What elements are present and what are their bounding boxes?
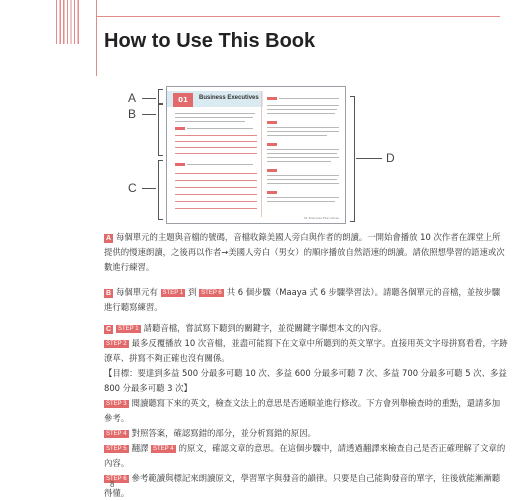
callout-b-leader — [142, 114, 156, 115]
section-a-label: A — [105, 235, 112, 242]
preview-write-line — [175, 201, 257, 202]
callout-a-bracket — [158, 89, 163, 104]
preview-write-line — [175, 147, 257, 148]
preview-write-line — [175, 194, 257, 195]
preview-write-line — [175, 180, 257, 181]
section-b-text-post: 共 6 個步驟（Maaya 式 6 步驟學習法）。請聽各個單元的音檔，並按步驟進行聽寫練習。 — [104, 287, 501, 312]
preview-text-line — [175, 113, 255, 114]
unit-number-badge: 01 — [173, 93, 193, 107]
preview-step-tag — [175, 163, 185, 166]
preview-text-line — [279, 98, 339, 99]
step-4-tag: STEP 4 — [106, 431, 127, 437]
step-5-text: 的原文，確認文章的意思。在這個步驟中，請透過翻譯來檢查自己是否正確理解了文章的內容。 — [104, 443, 506, 468]
preview-text-line — [187, 164, 253, 165]
step-6-row — [104, 471, 508, 501]
step-5-tag: STEP 5 — [106, 446, 127, 452]
preview-text-line — [175, 117, 253, 118]
preview-text-line — [267, 113, 335, 114]
decorative-vertical-rule — [96, 0, 97, 76]
step-1-row — [104, 321, 508, 336]
step-6-text: 參考範讀與標記來朗讀原文，學習單字與發音的韻律。只要是自己能夠發音的單字，往後就能漸漸聽得懂。 — [104, 473, 501, 498]
callout-c: C — [128, 181, 137, 195]
step-1-tag: STEP 1 — [118, 326, 139, 332]
decorative-horizontal-rule — [96, 16, 500, 17]
section-a — [104, 230, 508, 275]
preview-write-line — [175, 153, 257, 154]
step-3-text: 閱讀聽寫下來的英文，檢查文法上的意思是否通順並進行修改。下方會列舉檢查時的重點，還請多加參考。 — [104, 398, 501, 423]
step-5-row — [104, 441, 508, 471]
preview-column-divider — [261, 91, 262, 217]
step-6-tag: STEP 6 — [106, 476, 127, 482]
preview-write-line — [175, 141, 257, 142]
step-3-tag: STEP 3 — [106, 401, 127, 407]
callout-a: A — [128, 91, 137, 105]
callout-b: B — [128, 107, 137, 121]
preview-step-tag — [267, 169, 277, 172]
preview-write-line — [175, 187, 257, 188]
step-2-tag: STEP 2 — [106, 341, 127, 347]
preview-write-line — [175, 135, 257, 136]
section-b-text-mid: 到 — [188, 287, 197, 297]
preview-text-line — [267, 109, 337, 110]
section-c-label: C — [105, 326, 112, 333]
step-1-text: 請聽音檔，嘗試寫下聽到的關鍵字，並從關鍵字聯想本文的內容。 — [143, 323, 387, 333]
callout-c-leader — [142, 188, 156, 189]
callout-d-leader — [356, 158, 382, 159]
step-5-text-pre: 翻譯 — [131, 443, 149, 453]
preview-text-line — [267, 105, 339, 106]
section-c — [104, 321, 508, 501]
step-2-text: 最多反覆播放 10 次音檔，並盡可能寫下在文章中所聽到的英文單字。直接用英文字母拼寫看看，字跡潦草、拼寫不夠正確也沒有關係。 — [104, 338, 508, 363]
preview-write-line — [175, 208, 257, 209]
page-title: How to Use This Book — [104, 30, 316, 52]
preview-text-line — [267, 135, 327, 136]
preview-step-tag — [267, 143, 277, 146]
callout-b-bracket — [158, 104, 163, 156]
section-b-text-pre: 每個單元有 — [116, 287, 158, 297]
unit-title: Business Executives — [199, 95, 259, 101]
goal-text: 【目標：要達到多益 500 分最多可聽 10 次、多益 600 分最多可聽 7 次、多益 700 分最多可聽 5 次、多益 800 分最多可聽 3 次】 — [104, 368, 507, 393]
step-6-tag: STEP 6 — [201, 290, 222, 296]
step-1-tag: STEP 1 — [162, 290, 184, 296]
preview-text-line — [267, 201, 335, 202]
preview-text-line — [267, 197, 339, 198]
preview-step-tag — [267, 97, 277, 100]
preview-text-line — [267, 161, 331, 162]
preview-step-tag — [267, 191, 277, 194]
callout-a-leader — [142, 98, 156, 99]
preview-text-line — [267, 179, 337, 180]
book-page-preview — [166, 86, 346, 224]
step-3-row — [104, 396, 508, 426]
preview-text-line — [267, 131, 339, 132]
callout-d-bracket — [350, 96, 355, 222]
preview-text-line — [267, 149, 339, 150]
callout-d: D — [386, 151, 395, 165]
preview-text-line — [267, 183, 339, 184]
preview-write-line — [175, 173, 257, 174]
preview-text-line — [175, 121, 245, 122]
step-2-row — [104, 336, 508, 366]
preview-text-line — [267, 127, 339, 128]
preview-step-tag — [267, 121, 277, 124]
step-4-text: 對照答案，確認寫錯的部分，並分析寫錯的原因。 — [131, 428, 316, 438]
preview-text-line — [187, 128, 253, 129]
callout-c-bracket — [158, 160, 163, 220]
section-b — [104, 285, 508, 315]
decorative-stripes — [56, 0, 80, 44]
preview-footer: 01 Business Executives — [303, 216, 339, 220]
section-a-text: 每個單元的主題與音檔的號碼，音檔收錄美國人旁白與作者的朗讀。一開始會播放 10 次作者在課堂上所提供的慢速朗讀，之後再以作者→美國人旁白（男女）的順序播放自然語速的朗讀。請依照想學習的語速或次數進行練習。 — [104, 232, 505, 272]
page-number: 8 — [110, 480, 115, 489]
preview-step-tag — [175, 127, 185, 130]
section-b-label: B — [105, 290, 112, 297]
step-4-inline-tag: STEP 4 — [153, 446, 174, 452]
preview-text-line — [267, 175, 339, 176]
preview-text-line — [267, 157, 339, 158]
preview-text-line — [267, 153, 337, 154]
step-4-row — [104, 426, 508, 441]
